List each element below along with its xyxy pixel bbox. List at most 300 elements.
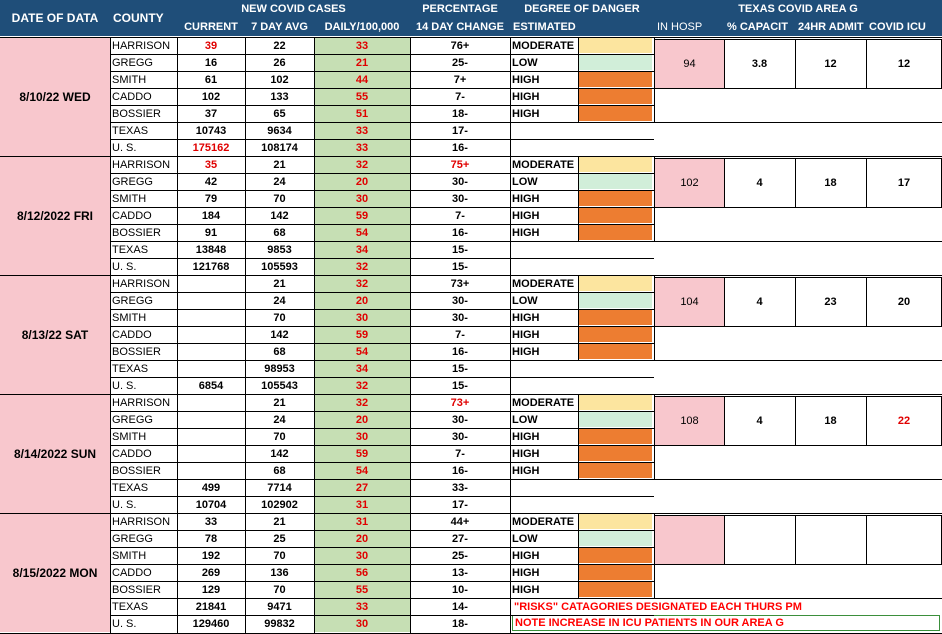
daily-cell[interactable]: 34 bbox=[314, 360, 410, 377]
icu-cell[interactable] bbox=[866, 515, 942, 564]
daily-cell[interactable]: 32 bbox=[314, 275, 410, 292]
danger-swatch[interactable] bbox=[579, 276, 652, 291]
risks-note[interactable]: "RISKS" CATAGORIES DESIGNATED EACH THURS PM bbox=[514, 600, 802, 613]
change-cell[interactable]: 7- bbox=[455, 447, 465, 460]
daily-cell[interactable]: 21 bbox=[314, 54, 410, 71]
change-cell[interactable]: 7- bbox=[455, 90, 465, 103]
grid-line bbox=[866, 39, 867, 88]
danger-label[interactable]: LOW bbox=[512, 175, 538, 188]
current-cell[interactable] bbox=[177, 411, 245, 428]
county-cell[interactable]: BOSSIER bbox=[112, 464, 161, 477]
county-cell[interactable]: U. S. bbox=[112, 498, 137, 511]
grid-line bbox=[654, 394, 655, 479]
danger-swatch[interactable] bbox=[579, 446, 652, 461]
daily-cell[interactable]: 30 bbox=[314, 615, 410, 632]
admit-cell[interactable]: 12 bbox=[824, 57, 837, 70]
change-cell[interactable]: 73+ bbox=[450, 396, 470, 409]
current-cell[interactable]: 33 bbox=[204, 515, 218, 528]
avg7-cell[interactable]: 65 bbox=[273, 107, 286, 120]
date-cell[interactable]: 8/15/2022 MON bbox=[0, 513, 110, 632]
current-cell[interactable]: 269 bbox=[201, 566, 221, 579]
county-cell[interactable]: BOSSIER bbox=[112, 583, 161, 596]
county-cell[interactable]: CADDO bbox=[112, 566, 152, 579]
current-cell[interactable]: 175162 bbox=[192, 141, 230, 154]
change-cell[interactable]: 7- bbox=[455, 328, 465, 341]
in-hosp-cell[interactable]: 102 bbox=[655, 158, 724, 207]
current-cell[interactable]: 61 bbox=[204, 73, 218, 86]
daily-cell[interactable]: 20 bbox=[314, 411, 410, 428]
current-cell[interactable]: 102 bbox=[201, 90, 221, 103]
grid-line bbox=[654, 598, 942, 599]
danger-label[interactable]: MODERATE bbox=[512, 277, 575, 290]
change-cell[interactable]: 76+ bbox=[450, 39, 470, 52]
avg7-cell[interactable]: 68 bbox=[273, 464, 286, 477]
county-cell[interactable]: U. S. bbox=[112, 379, 137, 392]
grid-line bbox=[654, 360, 942, 361]
danger-swatch[interactable] bbox=[579, 565, 652, 580]
current-cell[interactable] bbox=[177, 360, 245, 377]
current-cell[interactable]: 13848 bbox=[195, 243, 227, 256]
danger-label[interactable]: HIGH bbox=[512, 328, 540, 341]
daily-cell[interactable]: 59 bbox=[314, 445, 410, 462]
avg7-cell[interactable]: 70 bbox=[273, 430, 286, 443]
current-cell[interactable]: 35 bbox=[204, 158, 218, 171]
grid-line bbox=[110, 530, 654, 531]
daily-cell[interactable]: 27 bbox=[314, 479, 410, 496]
county-cell[interactable]: HARRISON bbox=[112, 396, 171, 409]
change-cell[interactable]: 10- bbox=[452, 583, 468, 596]
header-area[interactable]: TEXAS COVID AREA G bbox=[654, 0, 942, 18]
header-estimated[interactable]: ESTIMATED bbox=[510, 18, 654, 36]
header-percentage[interactable]: PERCENTAGE bbox=[410, 0, 510, 18]
grid-line bbox=[110, 224, 654, 225]
change-cell[interactable]: 25- bbox=[452, 549, 468, 562]
header-7day-avg[interactable]: 7 DAY AVG bbox=[245, 18, 314, 36]
daily-cell[interactable]: 56 bbox=[314, 564, 410, 581]
danger-swatch[interactable] bbox=[579, 208, 652, 223]
daily-cell[interactable]: 31 bbox=[314, 496, 410, 513]
header-date[interactable]: DATE OF DATA bbox=[0, 0, 110, 36]
daily-cell[interactable]: 51 bbox=[314, 105, 410, 122]
avg7-cell[interactable]: 70 bbox=[273, 311, 286, 324]
change-cell[interactable]: 44+ bbox=[450, 515, 470, 528]
current-cell[interactable] bbox=[177, 309, 245, 326]
county-cell[interactable]: GREGG bbox=[112, 532, 153, 545]
avg7-cell[interactable]: 21 bbox=[273, 158, 286, 171]
grid-line bbox=[654, 513, 655, 598]
daily-cell[interactable]: 20 bbox=[314, 173, 410, 190]
change-cell[interactable]: 27- bbox=[452, 532, 468, 545]
daily-cell[interactable]: 32 bbox=[314, 156, 410, 173]
county-cell[interactable]: BOSSIER bbox=[112, 107, 161, 120]
in-hosp-cell[interactable]: 94 bbox=[655, 39, 724, 88]
danger-label[interactable]: HIGH bbox=[512, 209, 540, 222]
daily-cell[interactable]: 33 bbox=[314, 37, 410, 54]
change-cell[interactable]: 33- bbox=[452, 481, 468, 494]
grid-line bbox=[654, 275, 655, 360]
county-cell[interactable]: SMITH bbox=[112, 192, 147, 205]
current-cell[interactable]: 39 bbox=[204, 39, 218, 52]
current-cell[interactable]: 10704 bbox=[195, 498, 227, 511]
avg7-cell[interactable]: 98953 bbox=[264, 362, 295, 375]
current-cell[interactable] bbox=[177, 394, 245, 411]
avg7-cell[interactable]: 22 bbox=[273, 39, 286, 52]
in-hosp-cell[interactable] bbox=[655, 515, 724, 564]
danger-label[interactable]: HIGH bbox=[512, 311, 540, 324]
avg7-cell[interactable]: 70 bbox=[273, 192, 286, 205]
daily-cell[interactable]: 55 bbox=[314, 88, 410, 105]
danger-label[interactable]: HIGH bbox=[512, 226, 540, 239]
daily-cell[interactable]: 32 bbox=[314, 377, 410, 394]
avg7-cell[interactable]: 136 bbox=[270, 566, 289, 579]
county-cell[interactable]: TEXAS bbox=[112, 243, 149, 256]
avg7-cell[interactable]: 68 bbox=[273, 226, 286, 239]
grid-line bbox=[110, 309, 654, 310]
avg7-cell[interactable]: 142 bbox=[270, 328, 289, 341]
danger-label[interactable]: MODERATE bbox=[512, 158, 575, 171]
grid-line bbox=[110, 343, 654, 344]
danger-label[interactable]: HIGH bbox=[512, 90, 540, 103]
current-cell[interactable]: 37 bbox=[204, 107, 218, 120]
danger-swatch[interactable] bbox=[579, 191, 652, 206]
grid-line bbox=[410, 37, 411, 634]
current-cell[interactable]: 78 bbox=[204, 532, 218, 545]
in-hosp-cell[interactable]: 104 bbox=[655, 277, 724, 326]
daily-cell[interactable]: 54 bbox=[314, 343, 410, 360]
danger-swatch[interactable] bbox=[579, 225, 652, 240]
date-cell[interactable]: 8/12/2022 FRI bbox=[0, 156, 110, 275]
danger-label[interactable]: LOW bbox=[512, 413, 538, 426]
icu-cell[interactable]: 20 bbox=[897, 295, 911, 308]
avg7-cell[interactable]: 24 bbox=[273, 294, 286, 307]
danger-swatch[interactable] bbox=[579, 429, 652, 444]
avg7-cell[interactable]: 102902 bbox=[261, 498, 298, 511]
avg7-cell[interactable]: 24 bbox=[273, 413, 286, 426]
avg7-cell[interactable]: 105593 bbox=[261, 260, 298, 273]
grid-line bbox=[110, 37, 111, 634]
county-cell[interactable]: HARRISON bbox=[112, 158, 171, 171]
current-cell[interactable] bbox=[177, 275, 245, 292]
admit-cell[interactable]: 18 bbox=[824, 176, 837, 189]
in-hosp-cell[interactable]: 108 bbox=[655, 396, 724, 445]
danger-swatch[interactable] bbox=[579, 344, 652, 359]
change-cell[interactable]: 15- bbox=[452, 243, 468, 256]
current-cell[interactable]: 192 bbox=[201, 549, 221, 562]
grid-line bbox=[654, 156, 655, 241]
grid-line bbox=[724, 158, 725, 207]
grid-line bbox=[110, 479, 654, 480]
avg7-cell[interactable]: 70 bbox=[273, 549, 286, 562]
change-cell[interactable]: 16- bbox=[452, 345, 468, 358]
danger-swatch[interactable] bbox=[579, 310, 652, 325]
header-danger[interactable]: DEGREE OF DANGER bbox=[510, 0, 654, 18]
change-cell[interactable]: 13- bbox=[452, 566, 468, 579]
danger-label[interactable]: HIGH bbox=[512, 430, 540, 443]
current-cell[interactable]: 6854 bbox=[198, 379, 224, 392]
grid-line bbox=[866, 515, 867, 564]
daily-cell[interactable]: 30 bbox=[314, 190, 410, 207]
county-cell[interactable]: HARRISON bbox=[112, 515, 171, 528]
change-cell[interactable]: 30- bbox=[452, 430, 468, 443]
change-cell[interactable]: 15- bbox=[452, 379, 468, 392]
grid-line bbox=[110, 496, 654, 497]
header-capacity[interactable]: % CAPACIT bbox=[724, 18, 795, 36]
danger-label[interactable]: HIGH bbox=[512, 549, 540, 562]
current-cell[interactable]: 42 bbox=[204, 175, 218, 188]
danger-swatch[interactable] bbox=[579, 327, 652, 342]
icu-cell[interactable]: 17 bbox=[897, 176, 911, 189]
danger-swatch[interactable] bbox=[579, 38, 652, 53]
avg7-cell[interactable]: 108174 bbox=[261, 141, 298, 154]
change-cell[interactable]: 16- bbox=[452, 226, 468, 239]
county-cell[interactable]: SMITH bbox=[112, 430, 147, 443]
county-cell[interactable]: TEXAS bbox=[112, 481, 149, 494]
avg7-cell[interactable]: 24 bbox=[273, 175, 286, 188]
danger-label[interactable]: HIGH bbox=[512, 447, 540, 460]
date-cell[interactable]: 8/14/2022 SUN bbox=[0, 394, 110, 513]
daily-cell[interactable]: 33 bbox=[314, 122, 410, 139]
admit-cell[interactable]: 23 bbox=[824, 295, 837, 308]
danger-label[interactable]: HIGH bbox=[512, 345, 540, 358]
avg7-cell[interactable]: 21 bbox=[273, 396, 286, 409]
change-cell[interactable]: 75+ bbox=[450, 158, 470, 171]
header-14day-change[interactable]: 14 DAY CHANGE bbox=[410, 18, 510, 36]
danger-swatch[interactable] bbox=[579, 55, 652, 70]
header-in-hosp[interactable]: IN HOSP bbox=[654, 18, 724, 36]
danger-label[interactable]: HIGH bbox=[512, 73, 540, 86]
change-cell[interactable]: 30- bbox=[452, 311, 468, 324]
current-cell[interactable] bbox=[177, 428, 245, 445]
change-cell[interactable]: 17- bbox=[452, 124, 468, 137]
daily-cell[interactable]: 54 bbox=[314, 462, 410, 479]
danger-label[interactable]: HIGH bbox=[512, 192, 540, 205]
header-current[interactable]: CURRENT bbox=[177, 18, 245, 36]
avg7-cell[interactable]: 7714 bbox=[267, 481, 292, 494]
grid-line bbox=[110, 377, 654, 378]
avg7-cell[interactable]: 25 bbox=[273, 532, 286, 545]
daily-cell[interactable]: 30 bbox=[314, 428, 410, 445]
current-cell[interactable]: 21841 bbox=[195, 600, 227, 613]
current-cell[interactable] bbox=[177, 326, 245, 343]
daily-cell[interactable]: 20 bbox=[314, 530, 410, 547]
daily-cell[interactable]: 59 bbox=[314, 326, 410, 343]
grid-line bbox=[724, 396, 725, 445]
county-cell[interactable]: GREGG bbox=[112, 294, 153, 307]
danger-swatch[interactable] bbox=[579, 157, 652, 172]
change-cell[interactable]: 17- bbox=[452, 498, 468, 511]
grid-line bbox=[654, 241, 942, 242]
daily-cell[interactable]: 55 bbox=[314, 581, 410, 598]
grid-line bbox=[110, 190, 654, 191]
county-cell[interactable]: U. S. bbox=[112, 260, 137, 273]
change-cell[interactable]: 15- bbox=[452, 260, 468, 273]
current-cell[interactable]: 121768 bbox=[192, 260, 230, 273]
icu-cell[interactable]: 22 bbox=[897, 414, 911, 427]
danger-label[interactable]: MODERATE bbox=[512, 39, 575, 52]
current-cell[interactable]: 91 bbox=[204, 226, 218, 239]
daily-cell[interactable]: 44 bbox=[314, 71, 410, 88]
danger-label[interactable]: MODERATE bbox=[512, 515, 575, 528]
county-cell[interactable]: SMITH bbox=[112, 549, 147, 562]
header-daily-per-100k[interactable]: DAILY/100,000 bbox=[314, 18, 410, 36]
capacity-cell[interactable] bbox=[724, 515, 795, 564]
change-cell[interactable]: 30- bbox=[452, 294, 468, 307]
avg7-cell[interactable]: 68 bbox=[273, 345, 286, 358]
county-cell[interactable]: CADDO bbox=[112, 328, 152, 341]
county-cell[interactable]: TEXAS bbox=[112, 124, 149, 137]
county-cell[interactable]: CADDO bbox=[112, 209, 152, 222]
county-cell[interactable]: HARRISON bbox=[112, 39, 171, 52]
grid-line bbox=[795, 396, 796, 445]
danger-label[interactable]: MODERATE bbox=[512, 396, 575, 409]
grid-line bbox=[245, 37, 246, 634]
county-cell[interactable]: U. S. bbox=[112, 617, 137, 630]
change-cell[interactable]: 30- bbox=[452, 175, 468, 188]
county-cell[interactable]: BOSSIER bbox=[112, 226, 161, 239]
danger-label[interactable]: LOW bbox=[512, 294, 538, 307]
danger-label[interactable]: HIGH bbox=[512, 566, 540, 579]
danger-label[interactable]: HIGH bbox=[512, 583, 540, 596]
capacity-cell[interactable]: 3.8 bbox=[751, 57, 768, 70]
grid-line bbox=[110, 207, 654, 208]
current-cell[interactable]: 16 bbox=[204, 56, 218, 69]
daily-cell[interactable]: 30 bbox=[314, 547, 410, 564]
danger-swatch[interactable] bbox=[579, 89, 652, 104]
danger-swatch[interactable] bbox=[579, 548, 652, 563]
county-cell[interactable]: U. S. bbox=[112, 141, 137, 154]
current-cell[interactable] bbox=[177, 343, 245, 360]
admit-cell[interactable] bbox=[795, 515, 866, 564]
capacity-cell[interactable]: 4 bbox=[756, 295, 763, 308]
capacity-cell[interactable]: 4 bbox=[756, 176, 763, 189]
avg7-cell[interactable]: 21 bbox=[273, 515, 286, 528]
county-cell[interactable]: TEXAS bbox=[112, 362, 149, 375]
current-cell[interactable]: 129460 bbox=[192, 617, 230, 630]
header-24hr-admit[interactable]: 24HR ADMIT bbox=[795, 18, 866, 36]
grid-line bbox=[110, 71, 654, 72]
change-cell[interactable]: 18- bbox=[452, 617, 468, 630]
county-cell[interactable]: GREGG bbox=[112, 175, 153, 188]
header-covid-icu[interactable]: COVID ICU bbox=[866, 18, 942, 36]
current-cell[interactable] bbox=[177, 462, 245, 479]
daily-cell[interactable]: 54 bbox=[314, 224, 410, 241]
avg7-cell[interactable]: 21 bbox=[273, 277, 286, 290]
grid-line bbox=[654, 207, 942, 208]
grid-line bbox=[0, 156, 942, 157]
daily-cell[interactable]: 31 bbox=[314, 513, 410, 530]
icu-note[interactable]: NOTE INCREASE IN ICU PATIENTS IN OUR AREA G bbox=[512, 615, 940, 631]
danger-swatch[interactable] bbox=[579, 463, 652, 478]
county-cell[interactable]: BOSSIER bbox=[112, 345, 161, 358]
avg7-cell[interactable]: 9853 bbox=[267, 243, 292, 256]
avg7-cell[interactable]: 99832 bbox=[264, 617, 295, 630]
county-cell[interactable]: GREGG bbox=[112, 56, 153, 69]
change-cell[interactable]: 73+ bbox=[450, 277, 470, 290]
grid-line bbox=[866, 277, 867, 326]
danger-label[interactable]: LOW bbox=[512, 56, 538, 69]
danger-swatch[interactable] bbox=[579, 293, 652, 308]
avg7-cell[interactable]: 26 bbox=[273, 56, 286, 69]
grid-line bbox=[110, 258, 654, 259]
avg7-cell[interactable]: 105543 bbox=[261, 379, 298, 392]
danger-swatch[interactable] bbox=[579, 106, 652, 121]
change-cell[interactable]: 16- bbox=[452, 464, 468, 477]
county-cell[interactable]: SMITH bbox=[112, 73, 147, 86]
current-cell[interactable]: 499 bbox=[201, 481, 221, 494]
change-cell[interactable]: 14- bbox=[452, 600, 468, 613]
change-cell[interactable]: 18- bbox=[452, 107, 468, 120]
grid-line bbox=[110, 615, 654, 616]
danger-swatch[interactable] bbox=[579, 582, 652, 597]
grid-line bbox=[110, 411, 654, 412]
daily-cell[interactable]: 30 bbox=[314, 309, 410, 326]
danger-swatch[interactable] bbox=[579, 395, 652, 410]
header-new-cases[interactable]: NEW COVID CASES bbox=[177, 0, 410, 18]
daily-cell[interactable]: 33 bbox=[314, 139, 410, 156]
danger-swatch[interactable] bbox=[579, 531, 652, 546]
icu-cell[interactable]: 12 bbox=[897, 57, 911, 70]
current-cell[interactable]: 184 bbox=[201, 209, 221, 222]
grid-line bbox=[110, 445, 654, 446]
danger-label[interactable]: HIGH bbox=[512, 107, 540, 120]
daily-cell[interactable]: 20 bbox=[314, 292, 410, 309]
current-cell[interactable]: 10743 bbox=[195, 124, 227, 137]
grid-line bbox=[110, 428, 654, 429]
danger-swatch[interactable] bbox=[579, 412, 652, 427]
danger-swatch[interactable] bbox=[579, 514, 652, 529]
change-cell[interactable]: 25- bbox=[452, 56, 468, 69]
danger-label[interactable]: HIGH bbox=[512, 464, 540, 477]
avg7-cell[interactable]: 142 bbox=[270, 447, 289, 460]
change-cell[interactable]: 30- bbox=[452, 192, 468, 205]
change-cell[interactable]: 30- bbox=[452, 413, 468, 426]
avg7-cell[interactable]: 9471 bbox=[267, 600, 292, 613]
capacity-cell[interactable]: 4 bbox=[756, 414, 763, 427]
avg7-cell[interactable]: 102 bbox=[270, 73, 289, 86]
daily-cell[interactable]: 32 bbox=[314, 394, 410, 411]
county-cell[interactable]: GREGG bbox=[112, 413, 153, 426]
county-cell[interactable]: CADDO bbox=[112, 90, 152, 103]
avg7-cell[interactable]: 142 bbox=[270, 209, 289, 222]
county-cell[interactable]: SMITH bbox=[112, 311, 147, 324]
danger-swatch[interactable] bbox=[579, 72, 652, 87]
current-cell[interactable]: 129 bbox=[201, 583, 221, 596]
county-cell[interactable]: CADDO bbox=[112, 447, 152, 460]
admit-cell[interactable]: 18 bbox=[824, 414, 837, 427]
current-cell[interactable] bbox=[177, 445, 245, 462]
change-cell[interactable]: 15- bbox=[452, 362, 468, 375]
change-cell[interactable]: 7- bbox=[455, 209, 465, 222]
daily-cell[interactable]: 34 bbox=[314, 241, 410, 258]
daily-cell[interactable]: 33 bbox=[314, 598, 410, 615]
danger-swatch[interactable] bbox=[579, 174, 652, 189]
current-cell[interactable]: 79 bbox=[204, 192, 218, 205]
county-cell[interactable]: TEXAS bbox=[112, 600, 149, 613]
daily-cell[interactable]: 32 bbox=[314, 258, 410, 275]
date-cell[interactable]: 8/13/22 SAT bbox=[0, 275, 110, 394]
change-cell[interactable]: 16- bbox=[452, 141, 468, 154]
date-cell[interactable]: 8/10/22 WED bbox=[0, 37, 110, 156]
avg7-cell[interactable]: 70 bbox=[273, 583, 286, 596]
avg7-cell[interactable]: 133 bbox=[270, 90, 289, 103]
daily-cell[interactable]: 59 bbox=[314, 207, 410, 224]
danger-label[interactable]: LOW bbox=[512, 532, 538, 545]
avg7-cell[interactable]: 9634 bbox=[267, 124, 292, 137]
county-cell[interactable]: HARRISON bbox=[112, 277, 171, 290]
header-county[interactable]: COUNTY bbox=[110, 0, 177, 36]
change-cell[interactable]: 7+ bbox=[453, 73, 467, 86]
current-cell[interactable] bbox=[177, 292, 245, 309]
